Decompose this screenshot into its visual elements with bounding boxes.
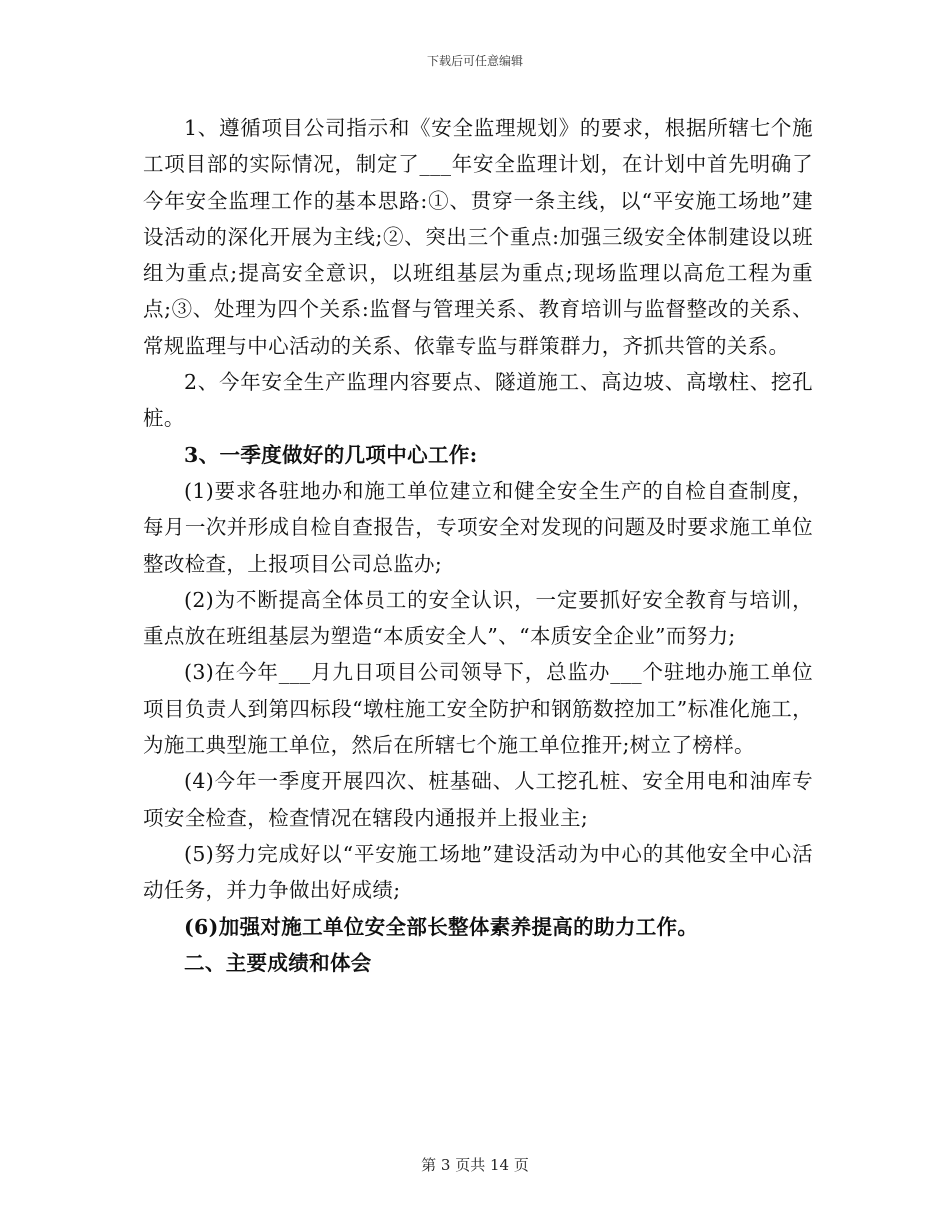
document-body: [143, 110, 813, 981]
paragraph-1: 1、遵循项目公司指示和《安全监理规划》的要求，根据所辖七个施工项目部的实际情况，制定了___年安全监理计划，在计划中首先明确了今年安全监理工作的基本思路:①、贯穿一条主线，以“平安施工场地”建设活动的深化开展为主线;②、突出三个重点:加强三级安全体制建设以班组为重点;提高安全意识，以班组基层为重点;现场监理以高危工程为重点;③、处理为四个关系:监督与管理关系、教育培训与监督整改的关系、常规监理与中心活动的关系、依靠专监与群策群力，齐抓共管的关系。: [143, 116, 813, 358]
page-header: 下载后可任意编辑: [426, 54, 523, 68]
list-item-2: (2)为不断提高全体员工的安全认识，一定要抓好安全教育与培训，重点放在班组基层为塑造“本质安全人”、“本质安全企业”而努力;: [143, 587, 813, 649]
list-item-5: (5)努力完成好以“平安施工场地”建设活动为中心的其他安全中心活动任务，并力争做出好成绩;: [143, 841, 813, 903]
section-heading-3: 3、一季度做好的几项中心工作:: [184, 442, 478, 467]
section-heading-2: 二、主要成绩和体会: [184, 950, 372, 975]
list-item-6: (6)加强对施工单位安全部长整体素养提高的助力工作。: [184, 914, 699, 939]
page-number: 第 3 页共 14 页: [421, 1156, 529, 1174]
list-item-1: (1)要求各驻地办和施工单位建立和健全安全生产的自检自查制度，每月一次并形成自检自查报告，专项安全对发现的问题及时要求施工单位整改检查，上报项目公司总监办;: [143, 478, 813, 576]
paragraph-2: 2、今年安全生产监理内容要点、隧道施工、高边坡、高墩柱、挖孔桩。: [143, 370, 813, 431]
list-item-3: (3)在今年___月九日项目公司领导下，总监办___个驻地办施工单位项目负责人到第四标段“墩柱施工安全防护和钢筋数控加工”标准化施工，为施工典型施工单位，然后在所辖七个施工单位推开;树立了榜样。: [143, 660, 813, 758]
list-item-4: (4)今年一季度开展四次、桩基础、人工挖孔桩、安全用电和油库专项安全检查，检查情况在辖段内通报并上报业主;: [143, 769, 813, 830]
